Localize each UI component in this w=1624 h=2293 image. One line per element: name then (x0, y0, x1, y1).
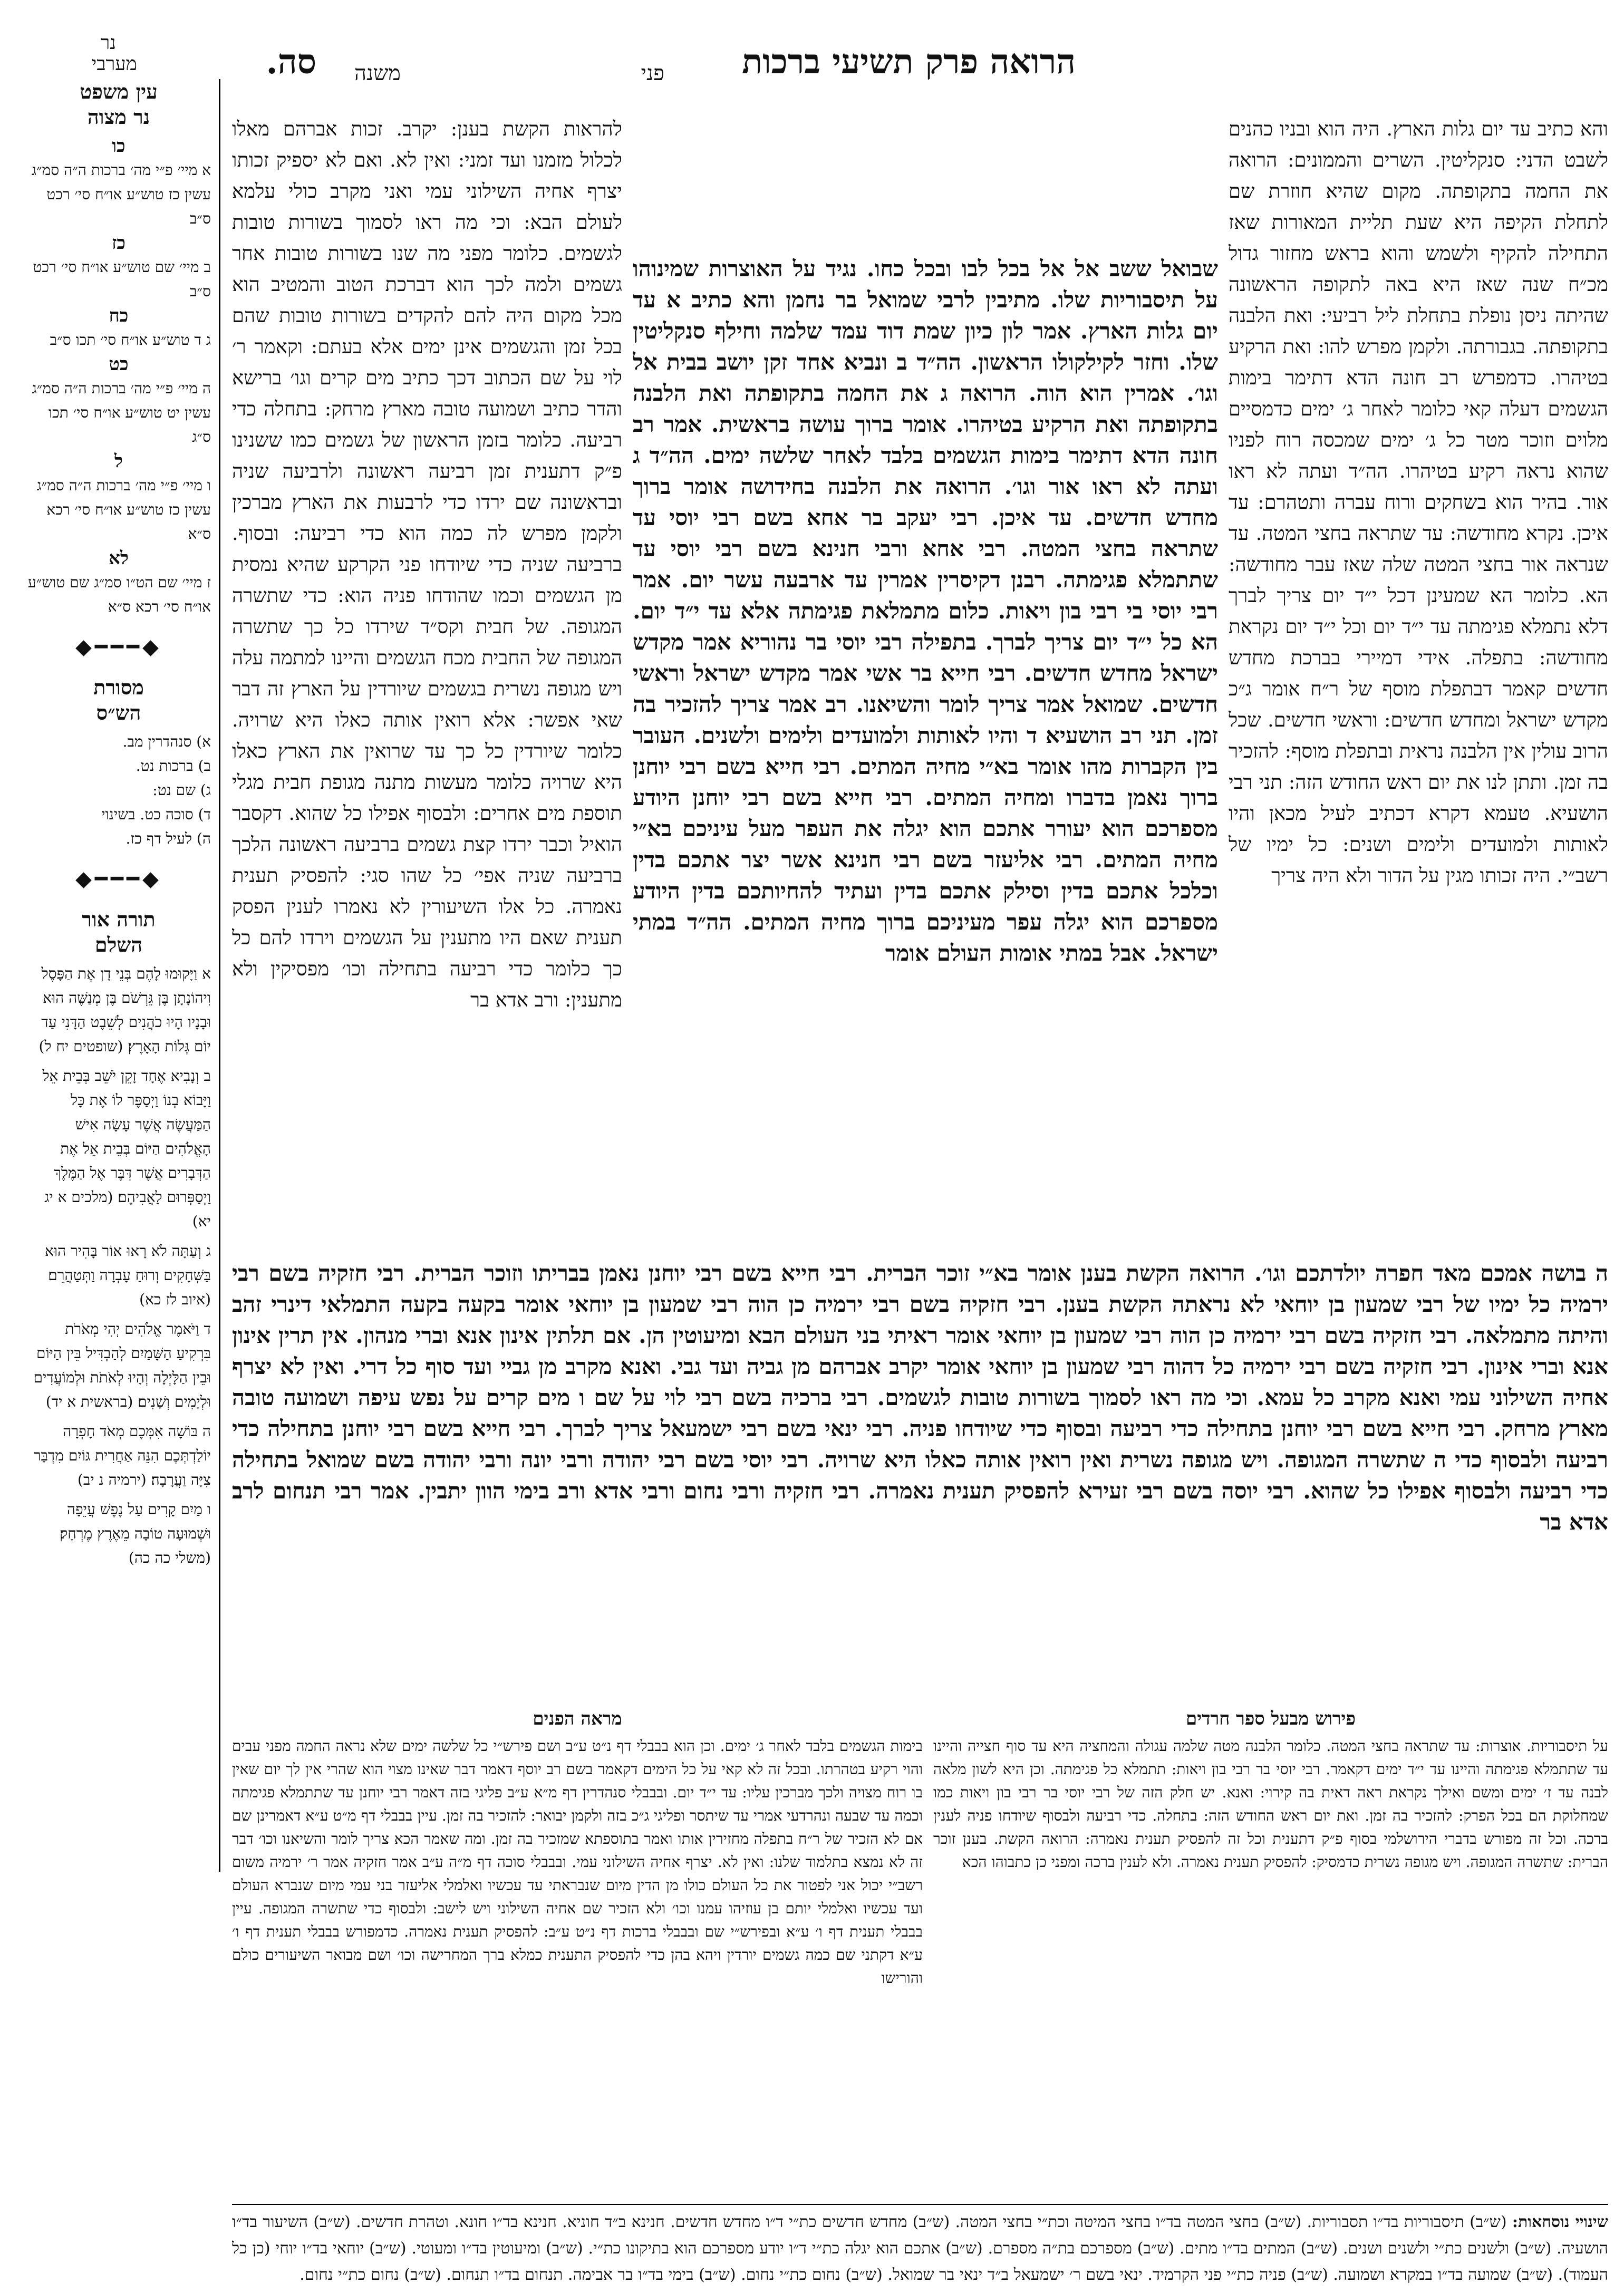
main-full-width-text-block (232, 1257, 1608, 1679)
page-header (0, 32, 1624, 116)
commentary-right-text: והא כתיב עד יום גלות הארץ. היה הוא ובניו כהנים לשבט הדני: סנקליטין. השרים והממונים: הרואה את החמה בתקופתה. מקום שהיא חוזרת שם לתחלת הקיפה היא שעת תליית המאורות שאז התחילה להקיף ולשמש והוא בראש מחזור גדול מכ״ח שנה שאז היא באה לתקופה הראשונה שהיתה ניסן נופלת בתחלת ליל רביעי: ואת הלבנה בתקופתה. בגבורתה. ולקמן מפרש להו: ואת הרקיע בטיהרו. כדמפרש רב חונה הדא דתימר בימות הגשמים דעלה קאי כלומר לאחר ג׳ ימים כדמסיים מלוים וזוכר מטר כל ג׳ ימים שמכסה רוח לפניו שהוא נראה רקיע בטיהרו. הה״ד ועתה לא ראו אור. בהיר הוא בשחקים ורוח עברה ותטהרם: עד איכן. נקרא מחודשה: עד שתראה בחצי המטה. עד שנראה אור בחצי המטה שלה שאז עבר מחודשה: הא. כלומר הא שמעינן דכל י״ד יום צריך לברך דלא נתמלא פגימתה עד י״ד יום וכל י״ד יום נקראת מחודשה: בתפלה. אידי דמיירי בברכת מחדש חדשים קאמר דבתפלת מוסף של ר״ח אומר ג״כ מקדש ישראל ומחדש חדשים: וראשי חדשים. שכל הרוב עולין אין הלבנה נראית ובתפלת מוסף: להזכיר בה זמן. ותתן לנו את יום ראש החודש הזה: תני רבי הושעיא. טעמא דקרא דכתיב לעיל מכאן והיו לאותות ולמועדים ולימים ושנים: כל ימיו של רשב״י. היה זכותו מגין על הדור ולא היה צריך (1229, 118, 1608, 887)
ein-mishpat-entry-num: כח (109, 305, 129, 326)
bottom-right-commentary-text: על תיסבוריות. אוצרות: עד שתראה בחצי המטה. כלומר הלבנה מטה שלמה עגולה והמחציה היא עד סוף חצייה והיינו עד שתתמלא פגימתה והיינו עד י״ד ימים דקאמר. רבי יוסי בר רבי בון ויאות: תתמלא כל פגימתה. וכן היא לשון מלאה לבנה עד ז׳ ימים ומשם ואילך נקראת ראה דאית בה קירוי: ואנא. יש חלק הזה של רבי יוסי בר רבי בון ויאות כמו שמחלוקת הם בכל הפרק: להזכיר בה זמן. ואת יום ראש החודש הזה: בתחלה. כדי רביעה ולבסוף שיודחו פניה לענין ברכה. וכל זה מפורש בדברי הירושלמי בסוף פ״ק דתענית וכל זה להפסיק תענית נאמרה: הרואה הקשת. בענן זוכר הברית: שתשרה המגופה. ויש מגופה נשרית כדמסיק: להפסיק תענית נאמרה. ולא לענין ברכה ומפני כן כתבוהו הכא (933, 1737, 1608, 1871)
left-margin (21, 79, 216, 2214)
torah-or-entry: ג וְעַתָּה לֹא רָאוּ אוֹר בָּהִיר הוּא בַּשְּׁחָקִים וְרוּחַ עָבְרָה וַתְּטַהֲרֵם׃ (איוב לז כא) (45, 1242, 211, 1308)
ein-mishpat-entry-num: כט (109, 354, 129, 375)
ornament-divider-2: ◆━━━◆ (75, 867, 162, 891)
bottom-left-header: מראה הפנים (533, 1708, 622, 1729)
ein-mishpat-entry-num: ל (114, 451, 123, 472)
ein-mishpat-entry-num: כז (111, 233, 126, 254)
torah-or-entry: א וַיָּקוּמוּ לָהֶם בְּנֵי דָן אֶת הַפָּסֶל וִיהוֹנָתָן בֶּן גֵּרְשֹׁם בֶּן מְנַשֶּׁה הוּא וּבָנָיו הָיוּ כֹהֲנִים לְשֵׁבֶט הַדָּנִי עַד יוֹם גְּלוֹת הָאָרֶץ׃ (שופטים יח ל) (38, 965, 211, 1055)
torah-or-list (21, 962, 216, 1570)
header-mishnah-label: משנה (354, 61, 401, 85)
header-chapter-title: הרואה פרק תשיעי ברכות (742, 42, 1076, 82)
masores-entry: ג) שם נט: (152, 781, 211, 799)
commentary-left-text: להראות הקשת בענן: יקרב. זכות אברהם מאלו לכלול מזמנו ועד זמני: ואין לא. ואם לא יספיק זכותו יצרף אחיה השילוני עמי ואני מקרב כולי עלמא לעולם הבא: וכי מה ראו לסמוך בשורות טובות לגשמים. כלומר מפני מה שנו בשורות טובות אחר גשמים ולמה לכך הוא דברכת הטוב והמטיב הוא מכל מקום היה להם להקדים בשורות טובות שהם בכל זמן והגשמים אינן ימים אלא בעתם: וקאמר ר׳ לוי על שם הכתוב דכך כתיב מים קרים וגו׳ ברישא והדר כתיב ושמועה טובה מארץ מרחק: בתחלה כדי רביעה. כלומר בזמן הראשון של גשמים כמו ששנינו פ״ק דתענית זמן רביעה ראשונה ולרביעה שניה ובראשונה שם ירדו כדי לרבעות את הארץ מברכין ולקמן מפרש לה כמה הוא כדי רביעה: ובסוף. ברביעה שניה כדי שיודחו פני הקרקע שהיא נמסית מן הגשמים וכמו שהודחו פניה הוא: כדי שתשרה המגופה. של חבית וקס״ד שירדו כל כך שתשרה המגופה של החבית מכח הגשמים והיינו למתמה עלה ויש מגופה נשרית בגשמים שיורדין על הארץ זה דבר שאי אפשר: אלא רואין אותה כאלו היא שרויה. כלומר שיורדין כל כך עד שרואין את הארץ כאלו היא שרויה כלומר מעשות מתנה מגופת חבית מגלי תוספת מים אחרים: ולבסוף אפילו כל שהוא. דקסבר הואיל וכבר ירדו קצת גשמים ברביעה ראשונה הלכך ברביעה שניה אפי׳ כל שהו סגי: להפסיק תענית נאמרה. כל אלו השיעורין לא נאמרו לענין הפסק תענית שאם היו מתענין על הגשמים וירדו להם כל כך כלומר כדי רביעה בתחילה וכו׳ מפסיקין ולא מתענין: ורב אדא בר (232, 118, 622, 1011)
ein-mishpat-entry-text: ג ד טוש״ע או״ח סי׳ תכו ס״ב (50, 331, 211, 349)
ein-mishpat-entry-text: ב מיי׳ שם טוש״ע או״ח סי׳ רכט ס״ב (33, 258, 211, 300)
bottom-right-commentary (933, 1735, 1608, 1982)
main-talmud-column (633, 253, 1218, 1255)
main-full-width-text: ה בושה אמכם מאד חפרה יולדתכם וגו׳. הרואה הקשת בענן אומר בא״י זוכר הברית. רבי חייא בשם רבי יוחנן נאמן בבריתו וזוכר הברית. רבי חזקיה בשם רבי ירמיה כל ימיו של רבי שמעון בן יוחאי לא נראתה הקשת בענן. רבי חזקיה בשם רבי ירמיה כן הוה רבי שמעון בן יוחאי אומר בקעה בקעה התמלאי דינרי זהב והיתה מתמלאה. רבי חזקיה בשם רבי ירמיה כן הוה רבי שמעון בן יוחאי אומר ראיתי בני העולם הבא ומיעוטין הן. אם תלתין אינון אנא וברי מנהון. אין תרין אינון אנא וברי אינון. רבי חזקיה בשם רבי ירמיה כל דהוה רבי שמעון בן יוחאי אומר יקרב אברהם מן גביה ועד גבי. ואנא מקרב מן גביי ועד סוף כל דרי. ואין לא יצרף אחיה השילוני עמי ואנא מקרב כל עמא. וכי מה ראו לסמוך בשורות טובות לגשמים. רבי ברכיה בשם רבי לוי על שם ו מים קרים על נפש עיפה ושמועה טובה מארץ מרחק. רבי חייא בשם רבי יוחנן בתחילה כדי רביעה ובסוף כדי שיודחו פניה. רבי ינאי בשם רבי ישמעאל צריך לברך. רבי חייא בשם רבי יוחנן בתחילה כדי רביעה ולבסוף כדי ה שתשרה המגופה. ויש מגופה נשרית ואין רואין אותה כאלו היא שרויה. רבי יוסי בשם רבי יהודה ורבי יונה ורבי יהודה בשם שמואל בתחילה כדי רביעה ולבסוף אפילו כל שהוא. רבי יוסה בשם רבי זעירא להפסיק תענית נאמרה. רבי חזקיה ורבי נחום ורבי אדא ורב בימי הוון יתבין. אמר רבי תנחום לרב אדא בר (232, 1260, 1608, 1535)
masores-entry: ה) לעיל דף כז. (125, 830, 211, 847)
margin-divider (219, 79, 220, 1872)
ein-mishpat-entry-text: א מיי׳ פ״י מה׳ ברכות ה״ה סמ״ג עשין כז טוש״ע או״ח סי׳ רכט ס״ב (31, 161, 211, 227)
ein-mishpat-entry-text: ה מיי׳ פ״י מה׳ ברכות ה״ה סמ״ג עשין יט טוש״ע או״ח סי׳ תכו ס״ג (32, 380, 211, 446)
commentary-right-column (1229, 113, 1608, 1215)
masores-title: מסורת הש״ס (93, 675, 144, 724)
ornament-divider: ◆━━━◆ (75, 635, 162, 659)
header-left-label-bottom: מערבי (91, 53, 137, 75)
masores-entry: א) סנהדרין מב. (122, 733, 211, 750)
torah-or-entry: ה בּוֹשָׁה אִמְּכֶם מְאֹד חָפְרָה יוֹלַדְתְּכֶם הִנֵּה אַחֲרִית גּוֹיִם מִדְבָּר צִיָּה וַעֲרָבָה׃ (ירמיה נ יב) (33, 1423, 211, 1488)
masores-list (21, 730, 216, 851)
ein-mishpat-list (21, 134, 216, 619)
masores-entry: ב) ברכות נט. (136, 757, 211, 775)
torah-or-entry: ו מַיִם קָרִים עַל נֶפֶשׁ עֲיֵפָה וּשְׁמוּעָה טוֹבָה מֵאֶרֶץ מֶרְחָק׃ (משלי כה כה) (60, 1501, 211, 1566)
masores-entry: ד) סוכה כט. בשינוי (101, 806, 211, 823)
header-right-label: פני (641, 61, 664, 85)
variants-block (232, 2209, 1608, 2288)
variants-text: (ש״ב) תיסבוריות בד״ו תסבוריות. (ש״ב) בחצי המטה בד״ו בחצי המיטה וכת״י בחצי המטה. (ש״ב) מחדש חדשים כת״י ד״ו מחדש חדשים. חנינא ב״ד חוניא. חנינא בד״ו חונא. וטהרת חדשים. (ש״ב) השיעור בד״ו הושעיה. (ש״ב) ולשנים כת״י ולשנים ושנים. (ש״ב) המתים בד״ו מתים. (ש״ב) מספרכם בת״ה מספרם. (ש״ב) אתכם הוא יגלה כת״י ד״ו יודע מספרכם הוא בתיקונו כת״י. (ש״ב) ומיעוטין בד״ו ומעוטי. (ש״ב) יוחאי בד״ו יוחי (כן כל העמוד). (ש״ב) שמועה בד״ו במקרא ושמועה. (ש״ב) פניה כת״י פני הקרמיד. ינאי בשם ר׳ ישמעאל ב״ד ינאי בר שמואל. (ש״ב) נחום כת״י נחום. (ש״ב) בימי בד״ו בר אבימה. תנחום בד״ו תנחום. (ש״ב) נחום כת״י נחום. (232, 2213, 1608, 2284)
ein-mishpat-entry-num: לא (109, 548, 129, 569)
ein-mishpat-entry-text: ז מיי׳ שם הט״ו סמ״ג שם טוש״ע או״ח סי׳ רכא ס״א (27, 574, 211, 615)
variants-divider (232, 2204, 1608, 2205)
bottom-right-header: פירוש מבעל ספר חרדים (1186, 1708, 1356, 1729)
torah-or-entry: ד וַיֹּאמֶר אֱלֹהִים יְהִי מְאֹרֹת בִּרְקִיעַ הַשָּׁמַיִם לְהַבְדִּיל בֵּין הַיּוֹם וּבֵין הַלָּיְלָה וְהָיוּ לְאֹתֹת וּלְמוֹעֲדִים וּלְיָמִים וְשָׁנִים׃ (בראשית א יד) (33, 1320, 211, 1410)
ein-mishpat-entry-num: כו (112, 136, 125, 157)
bottom-left-commentary-text: בימות הגשמים בלבד לאחר ג׳ ימים. וכן הוא בבבלי דף נ״ט ע״ב ושם פירש״י כל שלשה ימים שלא נראה החמה מפני עבים והוי רקיע בטהרתו. ובכל זה לא קאי על כל הימים דקאמר בשם רב יוסף דאמר דבר שאינו מצוי הוא שהרי אין לך יום שאין בו רוח מצויה ולכך מברכין עליו: עד י״ד יום. ובבבלי סנהדרין דף מ״א ע״ב פליגי בזה דאמר רבי יוחנן עד שתתמלא פגימתה וכמה עד שבעה ונהרדעי אמרי עד שיתסר ופליגי ג״כ בזה ולקמן יבואר: להזכיר בה זמן. עיין בבבלי דף מ״ט ע״א דאמרינן שם אם לא הזכיר של ר״ח בתפלה מחזירין אותו ואמר בתוספתא שמזכיר בה זמן. ומה שאמר הכא צריך לומר והשיאנו וכו׳ דבר זה לא נמצא בתלמוד שלנו: ואין לא. יצרף אחיה השילוני עמי. ובבבלי סוכה דף מ״ה ע״ב אמר חזקיה אמר ר׳ ירמיה משום רשב״י יכול אני לפטור את כל העולם כולו מן הדין מיום שנבראתי עד עכשיו ואלמלי אליעזר בני עמי מיום שנברא העולם ועד עכשיו ואלמלי יותם בן עוזיהו עמנו וכו׳ ולא הזכיר שם אחיה השילוני ויש לישב: ולבסוף כדי שתשרה המגופה. עיין בבבלי תענית דף ו׳ ע״א ובפירש״י שם ובבבלי ברכות דף נ״ט ע״ב: להפסיק תענית נאמרה. כדמפורש בבבלי תענית דף ו׳ ע״א דקתני שם כמה גשמים יורדין ויהא בהן כדי להפסיק התענית כמלא ברך המחרישה וכו׳ ושם מבואר השיעורים כולם והורישו (232, 1737, 923, 1987)
torah-or-title: תורה אור השלם (82, 907, 156, 956)
variants-label: שינויי נוסחאות: (1512, 2213, 1608, 2231)
torah-or-entry: ב וְנָבִיא אֶחָד זָקֵן יֹשֵׁב בְּבֵית אֵל וַיָּבוֹא בְנוֹ וַיְסַפֶּר לוֹ אֶת כָּל הַמַּעֲשֶׂה אֲשֶׁר עָשָׂה אִישׁ הָאֱלֹהִים הַיּוֹם בְּבֵית אֵל אֶת הַדְּבָרִים אֲשֶׁר דִּבֶּר אֶל הַמֶּלֶךְ וַיְסַפְּרוּם לַאֲבִיהֶם׃ (מלכים א יג יא) (42, 1067, 211, 1230)
header-folio: סה. (266, 42, 316, 82)
bottom-left-commentary (232, 1735, 923, 2167)
ein-mishpat-entry-text: ו מיי׳ פ״י מה׳ ברכות ה״ה סמ״ג עשין כז טוש״ע או״ח סי׳ רכא ס״א (36, 477, 211, 543)
commentary-left-column (232, 113, 622, 1252)
ein-mishpat-title: עין משפט נר מצוה (80, 80, 158, 129)
main-talmud-text: שבואל ששב אל אל בכל לבו ובכל כחו. נגיד על האוצרות שמינוהו על תיסבוריות שלו. מתיבין לרבי שמואל בר נחמן והא כתיב א עד יום גלות הארץ. אמר לון כיון שמת דוד עמד שלמה וחילף סנקליטין שלו. וחזר לקילקולו הראשון. הה״ד ב ונביא אחד זקן יושב בבית אל וגו׳. אמרין הוא הוה. הרואה ג את החמה בתקופתה ואת הלבנה בתקופתה ואת הרקיע בטיהרו. אומר ברוך עושה בראשית. אמר רב חונה הדא דתימר בימות הגשמים בלבד לאחר שלשה ימים. הה״ד ג ועתה לא ראו אור וגו׳. הרואה את הלבנה בחידושה אומר ברוך מחדש חדשים. עד איכן. רבי יעקב בר אחא בשם רבי יוסי עד שתראה בחצי המטה. רבי אחא ורבי חנינא בשם רבי יוסי עד שתתמלא פגימתה. רבנן דקיסרין אמרין עד ארבעה עשר יום. אמר רבי יוסי בי רבי בון ויאות. כלום מתמלאת פגימתה אלא עד י״ד יום. הא כל י״ד יום צריך לברך. בתפילה רבי יוסי בר נהוריא אמר מקדש ישראל מחדש חדשים. רבי חייא בר אשי אמר מקדש ישראל וראשי חדשים. שמואל אמר צריך לומר והשיאנו. רב אמר צריך להזכיר בה זמן. תני רב הושעיא ד והיו לאותות ולמועדים ולימים ולשנים. העובר בין הקברות מהו אומר בא״י מחיה המתים. רבי חייא בשם רבי יוחנן ברוך נאמן בדברו ומחיה המתים. רבי חייא בשם רבי יוחנן היודע מספרכם הוא יעורר אתכם הוא יגלה את העפר מעל עיניכם בא״י מחיה המתים. רבי אליעזר בשם רבי חנינא אשר יצר אתכם בדין וכלכל אתכם בדין וסילק אתכם בדין ועתיד להחיותכם בדין היודע מספרכם הוא יגלה עפר מעיניכם ברוך מחיה המתים. הה״ד במתי ישראל. אבל במתי אומות העולם אומר (633, 256, 1218, 966)
header-left-label-top: נר (100, 32, 116, 54)
